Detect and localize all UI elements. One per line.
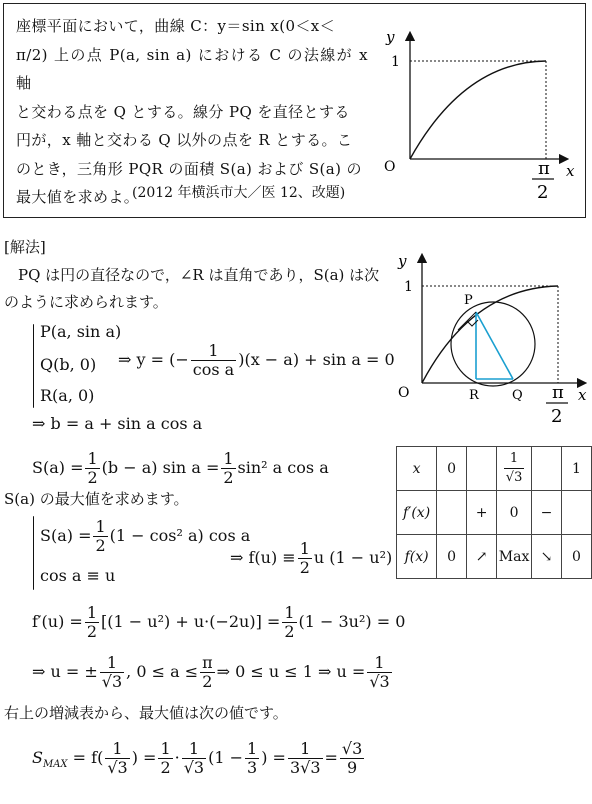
origin-label: O: [398, 385, 410, 401]
point-q-label: Q: [512, 388, 523, 403]
x-tick-two: 2: [537, 182, 549, 203]
substitution: cos a ≡ u: [40, 566, 116, 585]
eq-part: ⇒ y = (−: [118, 350, 189, 369]
table-row: f(x) 0 ↗ Max ↘ 0: [397, 535, 592, 579]
max-heading: S(a) の最大値を求めます。: [4, 490, 189, 508]
problem-source: (2012 年横浜市大／医 12、改題): [132, 185, 346, 201]
sine-graph: [374, 24, 584, 214]
problem-line: π/2) 上の点 P(a, sin a) における C の法線が x 軸: [16, 45, 368, 92]
system-brace: [33, 516, 34, 590]
fraction: $\frac{1}{\text{cos a}}$: [192, 341, 235, 379]
b-equation: ⇒ b = a + sin a cos a: [32, 414, 203, 433]
y-tick-1: 1: [391, 54, 400, 70]
system-brace: [33, 324, 34, 408]
sine-curve: [410, 61, 546, 159]
y-label: y: [386, 28, 395, 46]
intro-line: PQ は円の直径なので，∠R は直角であり，S(a) は次: [18, 266, 380, 284]
f-of-u: ⇒ f(u) ≡ $\frac{1}{2}$ u (1 − u²): [230, 539, 393, 577]
intro-line: のように求められます。: [4, 293, 168, 311]
circle-graph: [392, 248, 588, 430]
origin-label: O: [384, 159, 396, 175]
sine-curve: [422, 286, 558, 383]
problem-line: のとき，三角形 PQR の面積 S(a) および S(a) の: [16, 159, 362, 178]
system-point-q: Q(b, 0): [40, 355, 97, 374]
problem-line: 座標平面において，曲線 C：y＝sin x(0＜x＜: [16, 17, 336, 35]
x-tick-pi: π: [552, 382, 564, 403]
segment-pq: [476, 312, 513, 379]
eq-part: )(x − a) + sin a = 0: [238, 350, 395, 369]
normal-equation: [118, 342, 395, 379]
conclusion-text: 右上の増減表から、最大値は次の値です。: [4, 704, 288, 722]
point-p-label: P: [464, 293, 473, 308]
y-label: y: [398, 252, 407, 270]
x-label: x: [578, 386, 587, 404]
solution-heading: [解法]: [4, 238, 46, 256]
system-point-r: R(a, 0): [40, 386, 95, 405]
x-tick-two: 2: [551, 406, 563, 427]
x-label: x: [566, 162, 575, 180]
table-row: f′(x) + 0 −: [397, 491, 592, 535]
derivative-equation: f′(u) = $\frac{1}{2}$ [(1 − u²) + u·(−2u)] = $\frac{1}{2}$ (1 − 3u²) = 0: [32, 603, 406, 641]
point-r-label: R: [469, 388, 479, 403]
smax-equation: $S_{MAX} = f$( $\frac{1}{√3}$ ) = $\frac{1}{2}$ · $\frac{1}{√3}$ (1 − $\frac{1}{3}$ ) = $\frac{1}{3√3}$ = $\frac{√3}{9}$: [32, 739, 363, 777]
problem-line: 円が，x 軸と交わる Q 以外の点を R とする。こ: [16, 131, 353, 149]
area-cos-equation: S(a) = $\frac{1}{2}$ (1 − cos² a) cos a: [40, 517, 251, 555]
system-point-p: P(a, sin a): [40, 322, 122, 341]
y-tick-1: 1: [404, 279, 413, 295]
area-equation: S(a) = $\frac{1}{2}$ (b − a) sin a = $\frac{1}{2}$ sin² a cos a: [32, 449, 329, 487]
problem-line: と交わる点を Q とする。線分 PQ を直径とする: [16, 102, 350, 121]
problem-box: [3, 3, 586, 218]
increase-decrease-table: [396, 446, 592, 579]
table-row: x 0 $\frac{1}{√3}$ 1: [397, 447, 592, 491]
problem-line: 最大値を求めよ。: [16, 188, 140, 206]
x-tick-pi: π: [538, 158, 550, 179]
u-solution: ⇒ u = ± $\frac{1}{√3}$ , 0 ≤ a ≤ $\frac{\pi}{2}$ ⇒ 0 ≤ u ≤ 1 ⇒ u = $\frac{1}{√3}$: [32, 653, 390, 691]
